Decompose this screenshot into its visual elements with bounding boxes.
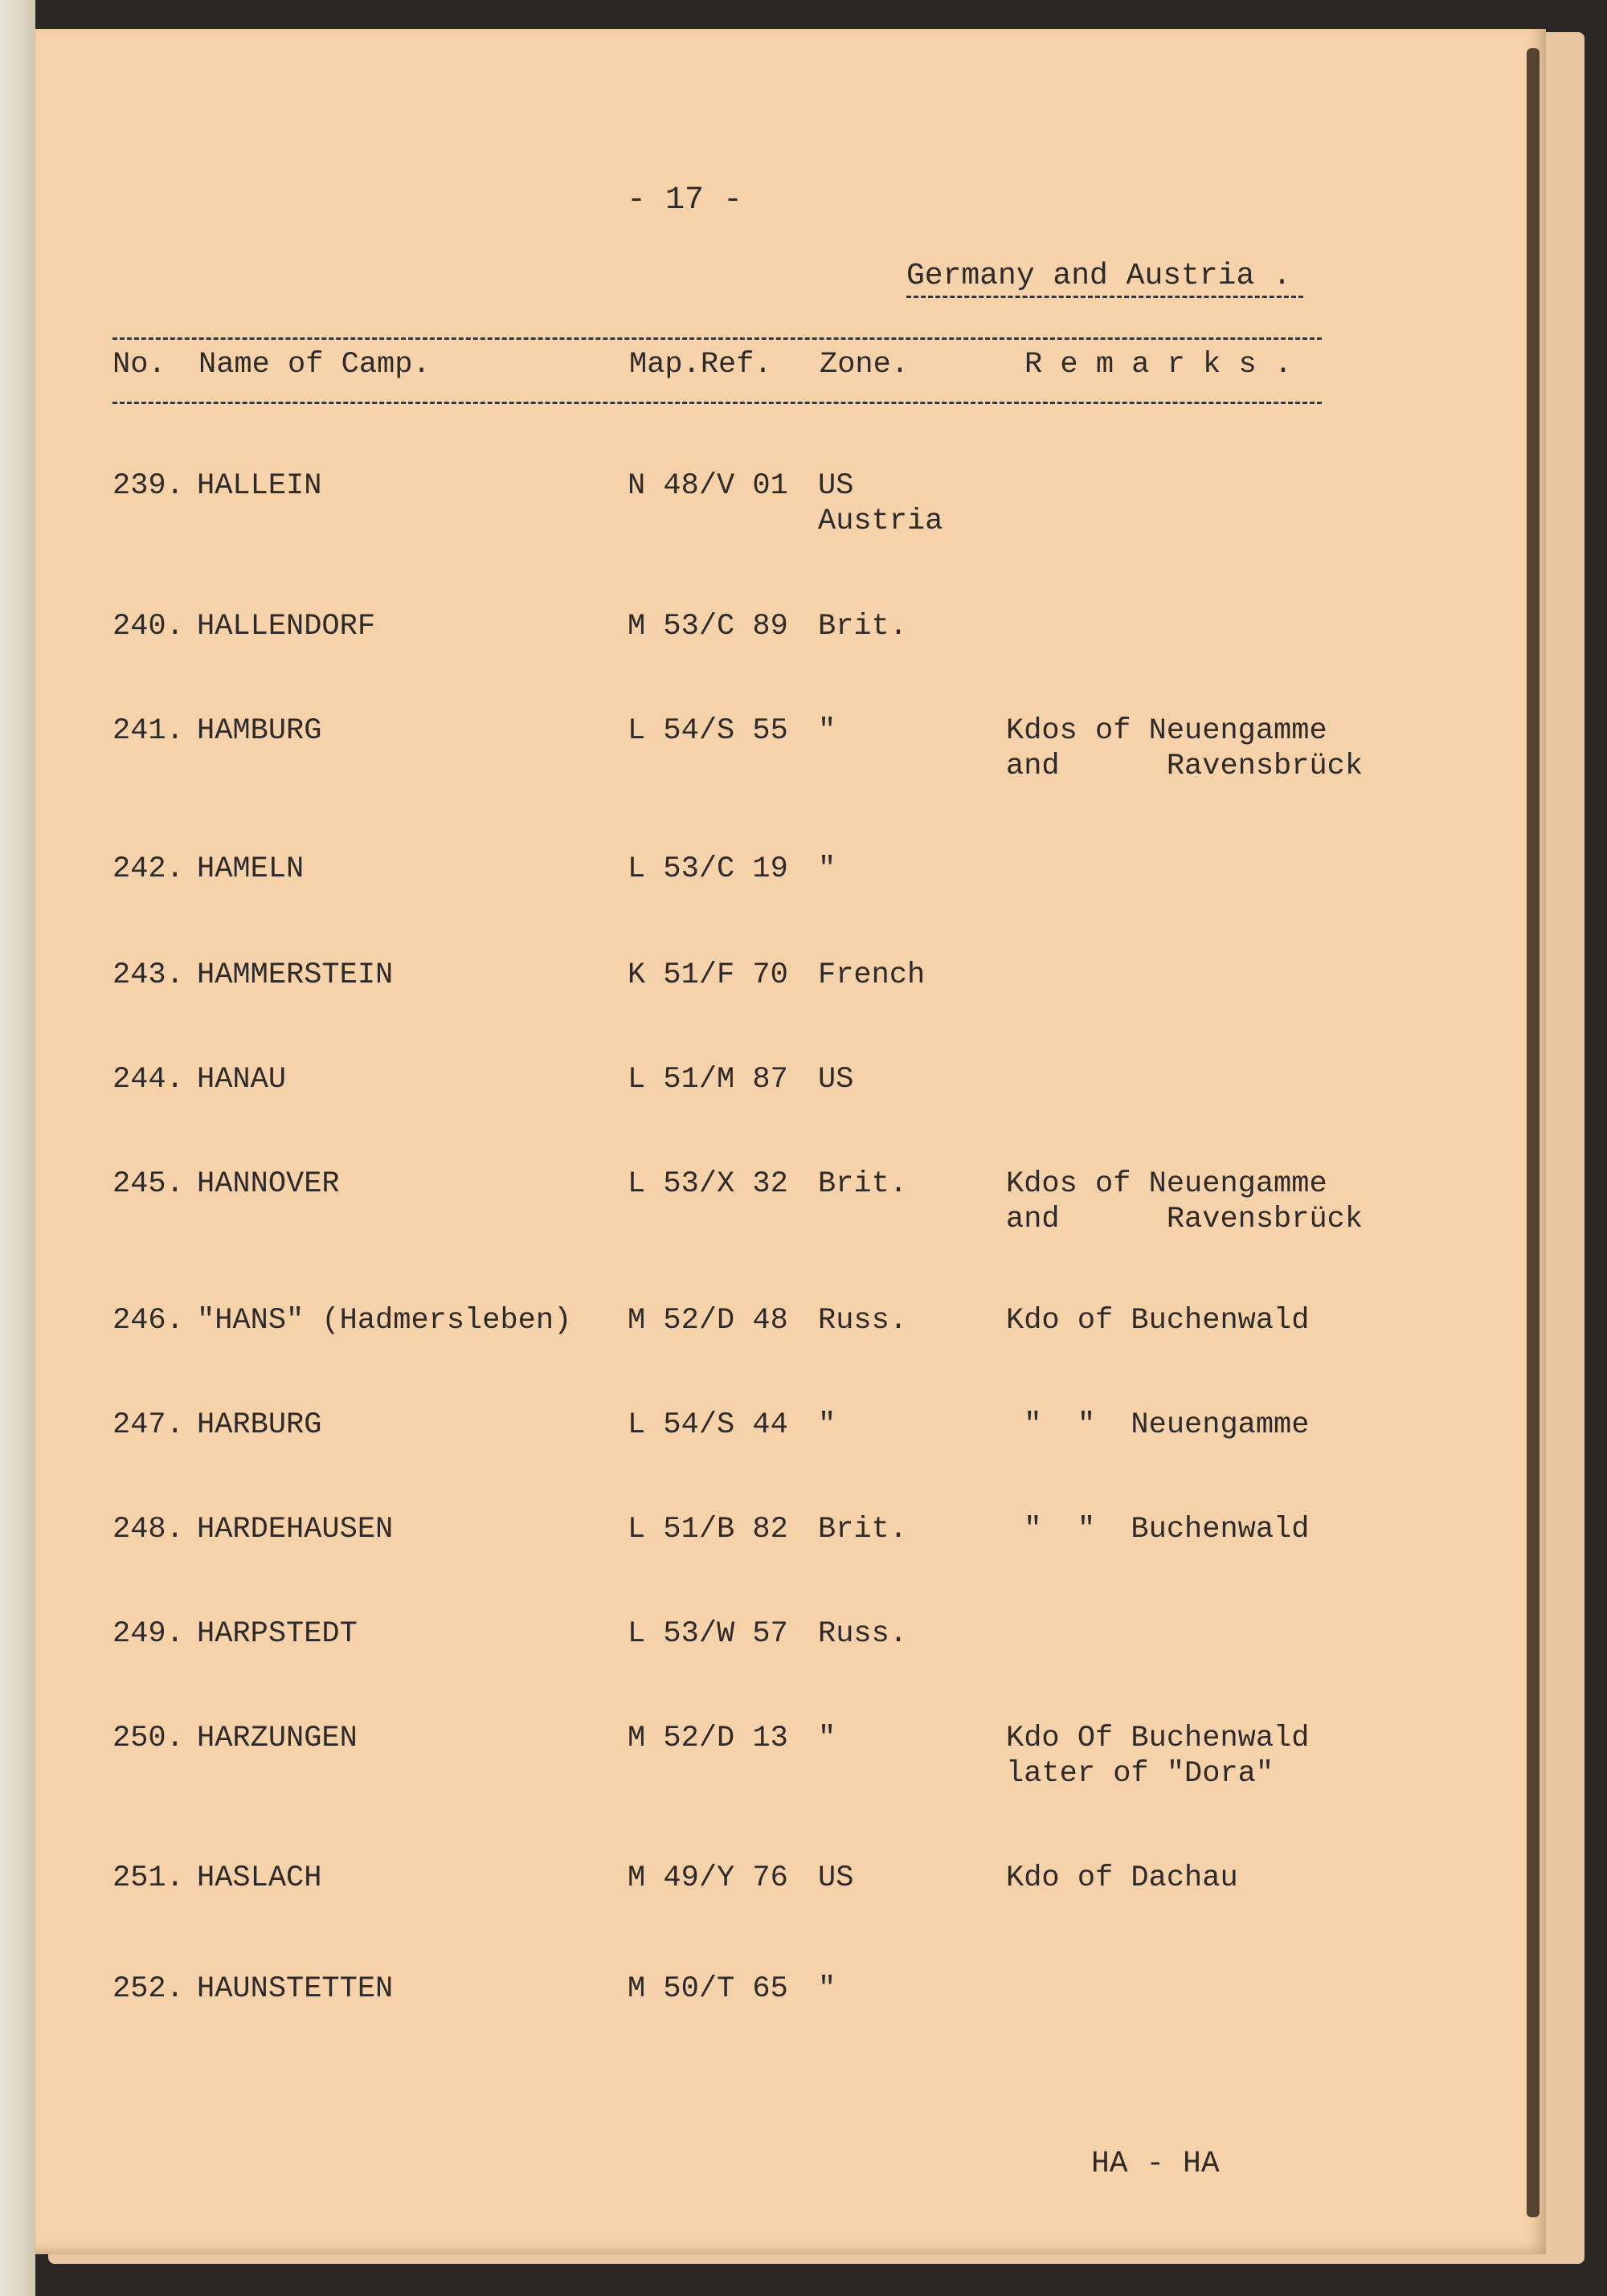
cell-no: 246. [112,1304,184,1338]
cell-remarks: Kdo Of Buchenwald later of "Dora" [1006,1722,1310,1791]
cell-no: 249. [112,1617,184,1651]
cell-map-ref: L 51/M 87 [628,1063,788,1097]
cell-zone: Russ. [818,1304,908,1338]
cell-name: HAMBURG [197,714,322,748]
cell-name: HANNOVER [197,1167,340,1201]
cell-name: "HANS" (Hadmersleben) [197,1304,572,1338]
cell-map-ref: K 51/F 70 [628,958,788,992]
cell-name: HARPSTEDT [197,1617,358,1651]
cell-no: 251. [112,1861,184,1895]
cell-no: 245. [112,1167,184,1201]
cell-no: 240. [112,610,184,643]
cell-name: HAMELN [197,852,305,886]
cell-zone: US Austria [818,469,943,538]
cell-no: 242. [112,852,184,886]
cell-name: HARZUNGEN [197,1722,358,1755]
cell-no: 248. [112,1513,184,1546]
cell-name: HARDEHAUSEN [197,1513,394,1546]
cell-name: HASLACH [197,1861,322,1895]
cell-zone: " [818,1408,836,1442]
cell-zone: Russ. [818,1617,908,1651]
cell-zone: " [818,1722,836,1755]
footer-range: HA - HA [1091,2147,1220,2181]
cell-name: HAMMERSTEIN [197,958,394,992]
cell-zone: Brit. [818,1167,908,1201]
cell-map-ref: M 52/D 13 [628,1722,788,1755]
cell-map-ref: M 52/D 48 [628,1304,788,1338]
cell-remarks: " " Buchenwald [1006,1513,1310,1546]
cell-remarks: Kdo of Buchenwald [1006,1304,1310,1338]
cell-zone: Brit. [818,1513,908,1546]
binding-strip [0,0,35,2296]
header-name: Name of Camp. [198,348,431,382]
cell-no: 247. [112,1408,184,1442]
cell-map-ref: L 53/C 19 [628,852,788,886]
cell-map-ref: M 53/C 89 [628,610,788,643]
cell-name: HARBURG [197,1408,322,1442]
cell-no: 243. [112,958,184,992]
cell-no: 252. [112,1972,184,2006]
cell-map-ref: L 53/W 57 [628,1617,788,1651]
cell-name: HALLEIN [197,469,322,503]
cell-no: 239. [112,469,184,503]
header-rule-bottom [112,402,1322,404]
page-edge [1527,48,1540,2217]
cell-remarks: Kdos of Neuengamme and Ravensbrück [1006,1167,1364,1236]
cell-map-ref: L 54/S 44 [628,1408,788,1442]
cell-name: HAUNSTETTEN [197,1972,394,2006]
header-remarks: R e m a r k s . [1024,348,1293,382]
cell-remarks: Kdos of Neuengamme and Ravensbrück [1006,714,1364,783]
cell-map-ref: L 53/X 32 [628,1167,788,1201]
cell-map-ref: M 49/Y 76 [628,1861,788,1895]
header-zone: Zone. [820,348,910,382]
region-title: Germany and Austria . [906,259,1291,293]
cell-no: 244. [112,1063,184,1097]
header-no: No. [112,348,166,382]
cell-name: HALLENDORF [197,610,376,643]
cell-map-ref: M 50/T 65 [628,1972,788,2006]
cell-zone: " [818,714,836,748]
cell-no: 241. [112,714,184,748]
cell-remarks: Kdo of Dachau [1006,1861,1238,1895]
region-title-underline [906,296,1303,298]
cell-map-ref: L 54/S 55 [628,714,788,748]
cell-remarks: " " Neuengamme [1006,1408,1310,1442]
cell-zone: US [818,1861,854,1895]
cell-zone: Brit. [818,610,908,643]
header-map-ref: Map.Ref. [629,348,772,382]
page-number: - 17 - [627,182,743,219]
cell-map-ref: N 48/V 01 [628,469,788,503]
cell-zone: French [818,958,926,992]
cell-zone: US [818,1063,854,1097]
cell-zone: " [818,1972,836,2006]
header-rule-top [112,337,1322,340]
cell-map-ref: L 51/B 82 [628,1513,788,1546]
cell-no: 250. [112,1722,184,1755]
cell-zone: " [818,852,836,886]
cell-name: HANAU [197,1063,287,1097]
